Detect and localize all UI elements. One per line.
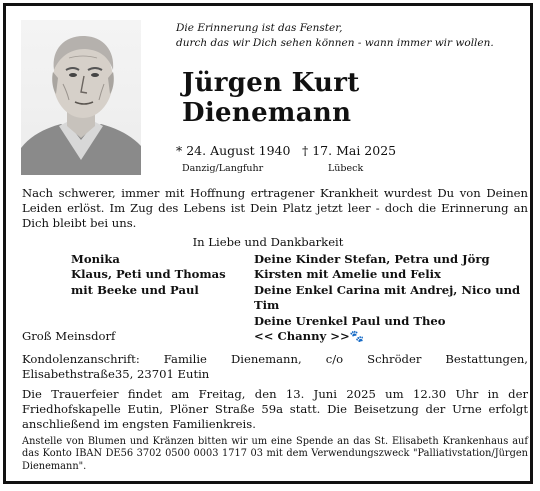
quote-line-2: durch das wir Dich sehen können - wann immer wir wollen. <box>176 37 494 49</box>
paw-print-icon: 🐾 <box>349 329 365 344</box>
mourner-line: Deine Kinder Stefan, Petra und Jörg <box>254 252 490 266</box>
obituary-frame <box>3 3 533 484</box>
greeting: In Liebe und Dankbarkeit <box>192 235 344 249</box>
mourner-line: Deine Urenkel Paul und Theo <box>254 313 446 328</box>
death-place: Lübeck <box>328 163 364 174</box>
intro-text: Nach schwerer, immer mit Hoffnung ertragener Krankheit wurdest Du von Deinen Leiden erlöst. Im Zug des Lebens ist Dein Platz jetzt leer - doch die Erinnerung an Dich bleibt bei uns. <box>22 186 528 231</box>
mourner-line: Kirsten mit Amelie und Felix <box>254 267 441 282</box>
quote <box>176 21 494 51</box>
portrait-image <box>21 20 141 175</box>
location: Groß Meinsdorf <box>22 329 116 343</box>
pet-name: << Channy >> <box>254 329 350 344</box>
funeral-info: Die Trauerfeier findet am Freitag, den 13. Juni 2025 um 12.30 Uhr in der Friedhofskapelle Eutin, Plöner Straße 59a statt. Die Beisetzung der Urne erfolgt anschließend im engsten Familienkreis. <box>22 387 528 432</box>
birth-place: Danzig/Langfuhr <box>182 163 264 174</box>
mourner-line: mit Beeke und Paul <box>71 282 199 297</box>
portrait-sketch <box>21 20 141 175</box>
deceased-name <box>182 68 360 128</box>
mourner-line: Klaus, Peti und Thomas <box>71 267 226 282</box>
name-line-1: Jürgen Kurt <box>182 68 360 98</box>
birth-date: * 24. August 1940 <box>176 143 291 158</box>
donation-info: Anstelle von Blumen und Kränzen bitten wir um eine Spende an das St. Elisabeth Krankenhaus auf das Konto IBAN DE56 3702 0500 0003 1717 03 mit dem Verwendungszweck "Palliativstation/Jürgen Dienemann". <box>22 436 528 472</box>
quote-line-1: Die Erinnerung ist das Fenster, <box>176 22 343 34</box>
mourners-left <box>71 252 226 298</box>
death-date: † 17. Mai 2025 <box>302 143 397 158</box>
name-line-2: Dienemann <box>182 98 352 128</box>
condolence-address: Kondolenzanschrift: Familie Dienemann, c/o Schröder Bestattungen, Elisabethstraße35, 23701 Eutin <box>22 352 528 382</box>
mourner-line: Deine Enkel Carina mit Andrej, Nico und Tim <box>254 282 521 313</box>
mourner-line: Monika <box>71 252 120 266</box>
